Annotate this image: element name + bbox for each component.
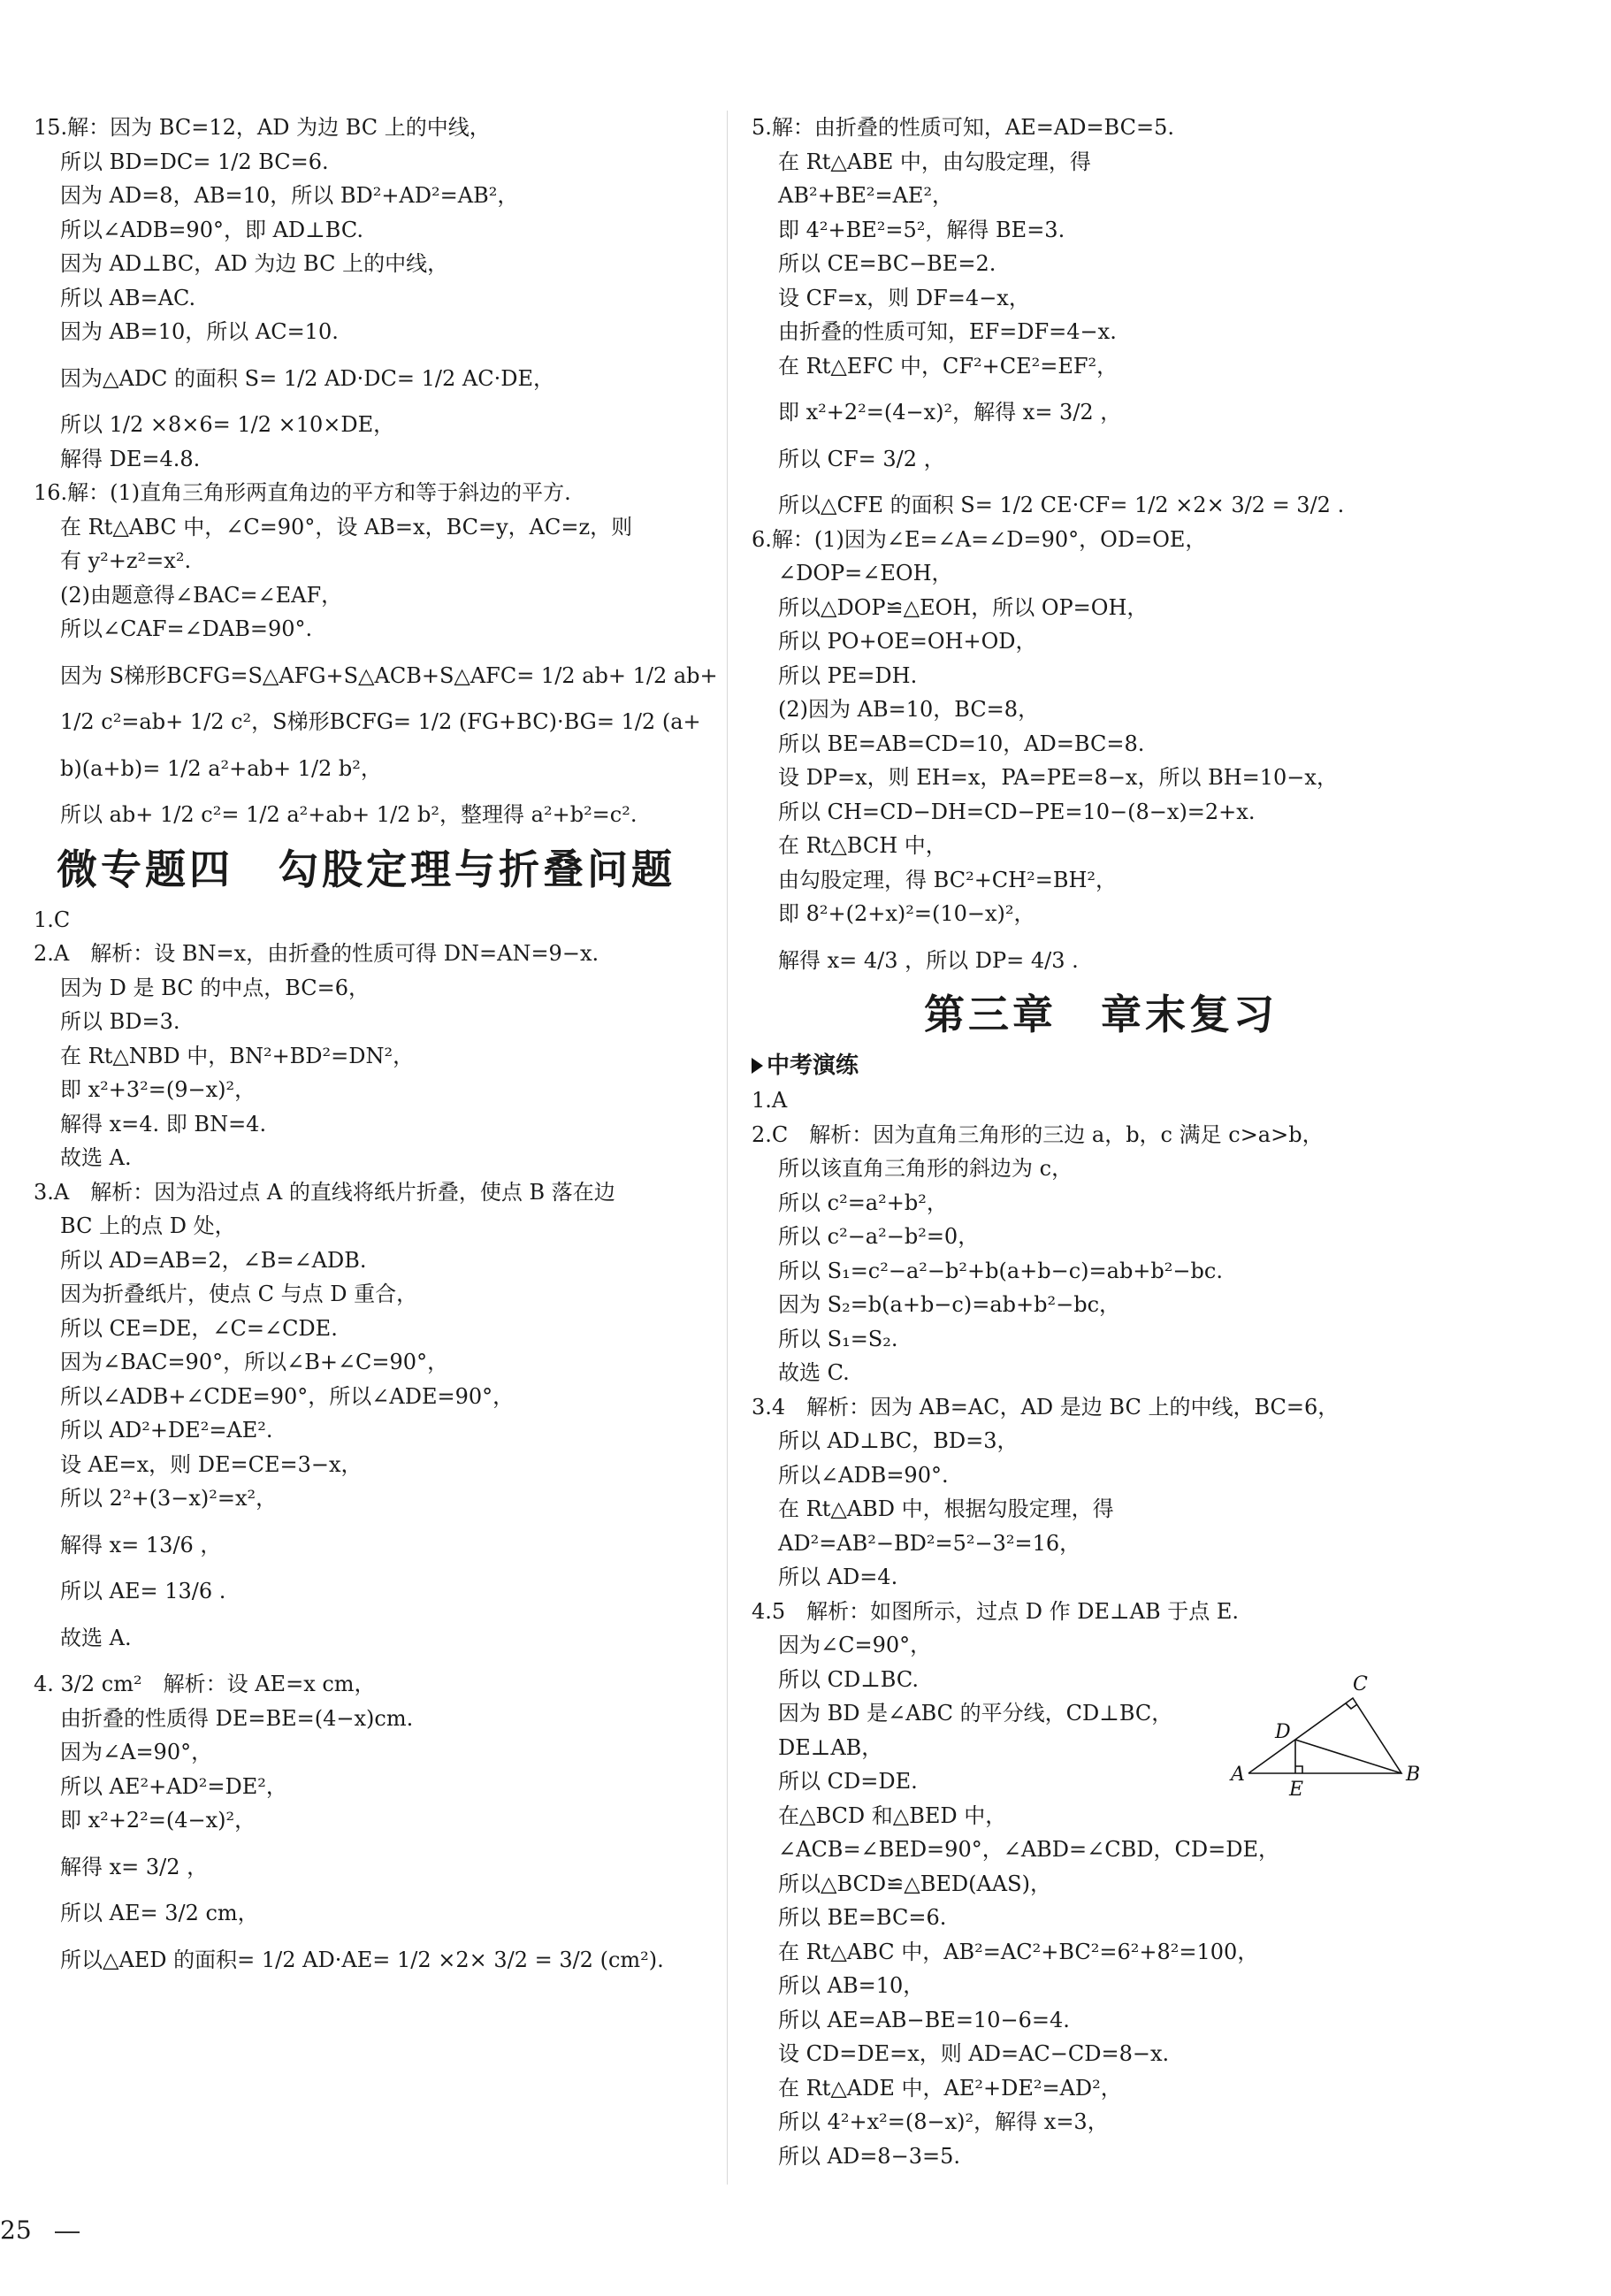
text-line [34,281,706,316]
spacer [34,1931,706,1943]
line-text: 所以∠ADB+∠CDE=90°，所以∠ADE=90°， [60,1383,515,1409]
spacer [34,785,706,798]
spacer [752,383,1450,395]
line-text: 在 Rt△BCH 中， [778,833,947,858]
line-text: 15.解：因为 BC=12，AD 为边 BC 上的中线， [34,115,491,140]
line-text: (2)由题意得∠BAC=∠EAF， [60,582,343,608]
line-text: 所以 AD²+DE²=AE². [60,1418,273,1443]
text-line [34,1413,706,1448]
line-text: 1.A [752,1088,788,1113]
text-line [34,1574,706,1609]
text-line [752,2139,1450,2174]
line-text: 所以∠ADB=90°. [778,1462,949,1488]
line-text: 所以 AD=AB=2，∠B=∠ADB. [60,1247,367,1273]
text-line [34,1209,706,1244]
label-c: C [1353,1673,1368,1695]
line-text: 即 x²+3²=(9−x)²， [60,1077,256,1102]
text-line [752,523,1450,557]
text-line [34,1702,706,1736]
text-line [752,1969,1450,2003]
text-line [34,1039,706,1074]
line-text: 所以 CE=BC−BE=2. [778,251,996,276]
text-line [752,795,1450,830]
line-text: 所以 BD=3. [60,1009,180,1034]
text-line [34,1770,706,1804]
line-text: 所以 AE= 3/2 cm， [60,1901,259,1925]
text-line [34,476,706,510]
text-line [752,944,1450,978]
line-text: 16.解：(1)直角三角形两直角边的平方和等于斜边的平方. [34,480,571,505]
line-text: 5.解：由折叠的性质可知，AE=AD=BC=5. [752,115,1174,140]
line-text: 解得 x= 13/6 ， [60,1532,222,1557]
column-divider [727,111,728,2185]
line-text: 因为折叠纸片，使点 C 与点 D 重合， [60,1282,418,1306]
line-text: 因为 S₂=b(a+b−c)=ab+b²−bc， [778,1292,1121,1317]
text-line [752,727,1450,762]
text-line [34,544,706,578]
text-line [752,315,1450,349]
line-text: 所以该直角三角形的斜边为 c， [778,1156,1073,1181]
text-line [752,1595,1450,1629]
text-line [34,362,706,396]
text-line [752,2037,1450,2071]
text-line [752,281,1450,316]
line-text: 即 4²+BE²=5²，解得 BE=3. [778,217,1065,242]
line-text: 所以 AD⊥BC，BD=3， [778,1428,1019,1453]
line-text: 因为 D 是 BC 的中点，BC=6， [60,975,370,1000]
line-text: 故选 A. [60,1145,132,1170]
text-line [752,1356,1450,1390]
line-text: 故选 C. [778,1360,850,1385]
line-text: 所以 2²+(3−x)²=x²， [60,1486,278,1511]
text-line [34,1175,706,1210]
line-text: 所以∠CAF=∠DAB=90°. [60,616,313,641]
line-text: 解得 x=4. 即 BN=4. [60,1111,267,1137]
line-text: 2.A 解析：设 BN=x，由折叠的性质可得 DN=AN=9−x. [34,941,599,966]
text-line [34,1345,706,1380]
text-line [752,693,1450,727]
text-line [752,442,1450,477]
text-line [34,903,706,938]
text-line [752,1424,1450,1458]
line-text: 在 Rt△ABD 中，根据勾股定理，得 [778,1496,1114,1521]
spacer [34,1562,706,1574]
page-number: 25 [0,2216,32,2245]
text-line [752,624,1450,659]
text-line [34,705,706,739]
line-text: 1/2 c²=ab+ 1/2 c²，S梯形BCFG= 1/2 (FG+BC)·BG= 1/2 (a+ [60,709,701,734]
line-text: 所以△CFE 的面积 S= 1/2 CE·CF= 1/2 ×2× 3/2 = 3/2 . [778,493,1345,517]
spacer [34,1838,706,1850]
line-text: 因为∠A=90°， [60,1740,213,1764]
right-angle-e [1295,1766,1302,1773]
line-text: 所以∠ADB=90°，即 AD⊥BC. [60,217,363,242]
line-text: 即 x²+2²=(4−x)²， [60,1808,256,1833]
text-line [752,247,1450,281]
line-text: 6.解：(1)因为∠E=∠A=∠D=90°，OD=OE， [752,526,1207,552]
text-line [34,408,706,442]
line-text: 所以 ab+ 1/2 c²= 1/2 a²+ab+ 1/2 b²，整理得 a²+b²=c². [60,802,638,827]
line-text: 设 CD=DE=x，则 AD=AC−CD=8−x. [778,2041,1170,2066]
text-line [34,1244,706,1278]
line-text: ∠ACB=∠BED=90°，∠ABD=∠CBD，CD=DE， [778,1837,1279,1862]
line-text: 在 Rt△EFC 中，CF²+CE²=EF²， [778,353,1119,379]
line-text: 所以 BE=BC=6. [778,1905,947,1930]
line-text: 因为∠BAC=90°，所以∠B+∠C=90°， [60,1350,449,1374]
line-text: 因为 BD 是∠ABC 的平分线，CD⊥BC， [778,1701,1173,1726]
line-text: 1.C [34,907,71,932]
line-text: 解得 x= 4/3 ，所以 DP= 4/3 . [778,947,1079,973]
line-text: 由折叠的性质可知，EF=DF=4−x. [778,319,1117,344]
text-line [752,897,1450,931]
text-line [752,1220,1450,1254]
line-text: BC 上的点 D 处， [60,1213,236,1238]
line-text: 所以 AD=4. [778,1565,898,1589]
line-text: 在△BCD 和△BED 中， [778,1802,1007,1828]
line-text: 由勾股定理，得 BC²+CH²=BH²， [778,867,1118,892]
text-line [34,1107,706,1142]
spacer [34,1516,706,1528]
line-text: (2)因为 AB=10，BC=8， [778,697,1040,722]
line-text: 所以 c²=a²+b²， [778,1190,948,1215]
line-text: 在 Rt△ADE 中，AE²+DE²=AD²， [778,2075,1122,2101]
text-line [34,247,706,281]
text-line [34,937,706,971]
spacer [752,931,1450,944]
line-text: 即 x²+2²=(4−x)²，解得 x= 3/2 ， [778,400,1122,425]
text-line [752,1901,1450,1935]
line-text: 因为 S梯形BCFG=S△AFG+S△ACB+S△AFC= 1/2 ab+ 1/2 ab+ [60,662,718,688]
label-a: A [1231,1764,1245,1786]
text-line [34,1850,706,1885]
label-d: D [1275,1721,1291,1743]
spacer [752,430,1450,442]
text-line [34,659,718,693]
left-column [34,111,718,1977]
text-line [34,1448,706,1482]
line-text: 所以 c²−a²−b²=0， [778,1224,980,1249]
text-line [752,761,1450,795]
text-line [34,1528,706,1563]
line-text: 中考演练 [767,1052,859,1079]
text-line [752,1867,1450,1902]
line-text: 设 DP=x，则 EH=x，PA=PE=8−x，所以 BH=10−x， [778,765,1338,790]
line-text: 4.5 解析：如图所示，过点 D 作 DE⊥AB 于点 E. [752,1598,1240,1624]
text-line [752,1527,1450,1561]
text-line [752,1288,1450,1322]
text-line [752,488,1450,523]
line-text: 所以 S₁=S₂. [778,1326,898,1351]
spacer [752,476,1450,488]
section-heading [57,841,706,898]
line-text: 所以 CF= 3/2 ， [778,446,945,471]
text-line [752,863,1450,898]
text-line [752,1628,1450,1663]
play-triangle-icon [752,1058,763,1074]
text-line [34,442,706,477]
line-text: DE⊥AB， [778,1734,883,1760]
line-text: 所以 AD=8−3=5. [778,2143,960,2169]
subsection-heading [752,1048,1450,1083]
triangle-abc [1248,1698,1401,1773]
text-line [34,971,706,1006]
line-text: 2.C 解析：因为直角三角形的三边 a，b，c 满足 c>a>b， [752,1121,1324,1147]
text-line [752,1083,1450,1118]
text-line [34,1896,706,1931]
line-text: 3.4 解析：因为 AB=AC，AD 是边 BC 上的中线，BC=6， [752,1394,1340,1420]
line-text: 所以 AE=AB−BE=10−6=4. [778,2007,1070,2032]
line-text: 所以△DOP≌△EOH，所以 OP=OH， [778,594,1149,620]
line-text: 微专题四 勾股定理与折叠问题 [57,845,676,893]
line-text: 所以 AE= 13/6 . [60,1579,226,1603]
text-line [752,1458,1450,1493]
text-line [34,315,706,349]
line-text: 设 AE=x，则 DE=CE=3−x， [60,1451,363,1477]
text-line [752,1492,1450,1527]
line-text: 所以 PE=DH. [778,662,918,688]
text-line [752,1560,1450,1595]
text-line [34,145,706,180]
text-line [752,349,1450,384]
text-line [34,213,706,248]
line-text: 有 y²+z²=x². [60,548,192,573]
line-text: 因为 AB=10，所以 AC=10. [60,319,339,344]
spacer [34,1884,706,1896]
line-text: 所以 AB=AC. [60,285,196,310]
text-line [34,1277,706,1312]
text-line [34,179,706,213]
text-line [752,1254,1450,1289]
text-line [752,2071,1450,2106]
line-text: 设 CF=x，则 DF=4−x， [778,285,1030,310]
text-line [752,213,1450,248]
line-text: 因为∠C=90°， [778,1633,932,1657]
text-line [752,829,1450,863]
line-text: 所以 BD=DC= 1/2 BC=6. [60,149,329,174]
text-line [34,612,706,647]
line-text: 解得 x= 3/2 ， [60,1854,209,1879]
text-line [34,1481,706,1516]
spacer [34,647,706,659]
text-line [752,2105,1450,2139]
label-b: B [1406,1764,1421,1786]
text-line [34,510,706,545]
section-heading [752,986,1450,1043]
line-text: 所以 CE=DE，∠C=∠CDE. [60,1315,338,1341]
line-text: ∠DOP=∠EOH， [778,561,953,585]
line-text: 所以 PO+OE=OH+OD， [778,629,1037,654]
line-text: 所以 CD=DE. [778,1769,918,1794]
text-line [752,1186,1450,1221]
text-line [752,1118,1450,1152]
page-number-dash [55,2231,80,2233]
line-text: 所以△AED 的面积= 1/2 AD·AE= 1/2 ×2× 3/2 = 3/2 (cm²). [60,1947,664,1972]
line-text: 即 8²+(2+x)²=(10−x)²， [778,901,1035,926]
line-text: 解得 DE=4.8. [60,446,201,471]
text-line [752,1390,1450,1425]
line-text: 所以 4²+x²=(8−x)²，解得 x=3， [778,2109,1109,2134]
line-text: 所以 BE=AB=CD=10，AD=BC=8. [778,731,1145,756]
text-line [34,798,706,832]
spacer [34,395,706,408]
text-line [34,1943,706,1978]
line-text: 在 Rt△ABC 中，AB²=AC²+BC²=6²+8²=100， [778,1939,1259,1964]
line-text: AD²=AB²−BD²=5²−3²=16， [778,1530,1081,1556]
line-text: 在 Rt△ABC 中，∠C=90°，设 AB=x，BC=y，AC=z，则 [60,514,633,540]
text-line [752,145,1450,180]
line-text: 所以 CD⊥BC. [778,1666,920,1692]
line-text: 所以 1/2 ×8×6= 1/2 ×10×DE， [60,412,395,437]
text-line [752,395,1450,430]
text-line [752,659,1450,693]
line-text: 因为△ADC 的面积 S= 1/2 AD·DC= 1/2 AC·DE， [60,365,554,391]
line-text: 由折叠的性质得 DE=BE=(4−x)cm. [60,1705,414,1731]
text-line [752,591,1450,625]
text-line [34,111,706,145]
line-text: 所以 S₁=c²−a²−b²+b(a+b−c)=ab+b²−bc. [778,1258,1223,1283]
line-text: 因为 AD⊥BC，AD 为边 BC 上的中线， [60,251,449,276]
segment-bd [1295,1740,1401,1773]
label-e: E [1289,1779,1304,1800]
text-line [34,1005,706,1039]
spacer [34,349,706,362]
text-line [752,556,1450,591]
text-line [34,1141,706,1175]
text-line [34,1621,706,1656]
text-line [752,1152,1450,1186]
text-line [752,1935,1450,1970]
line-text: b)(a+b)= 1/2 a²+ab+ 1/2 b²， [60,755,382,781]
line-text: 所以 AE²+AD²=DE²， [60,1773,287,1799]
spacer [34,1655,706,1667]
line-text: 故选 A. [60,1625,132,1650]
text-line [752,1833,1450,1867]
triangle-figure [1229,1667,1424,1800]
spacer [34,739,706,752]
line-text: AB²+BE²=AE²， [778,183,954,208]
line-text: 在 Rt△NBD 中，BN²+BD²=DN²， [60,1043,415,1068]
line-text: 所以 AB=10， [778,1973,925,1998]
right-column [752,111,1450,2173]
line-text: 3.A 解析：因为沿过点 A 的直线将纸片折叠，使点 B 落在边 [34,1179,615,1205]
text-line [34,578,706,613]
line-text: 所以△BCD≌△BED(AAS)， [778,1871,1051,1896]
text-line [752,1799,1450,1833]
text-line [752,111,1450,145]
text-line [34,1380,706,1414]
text-line [34,1073,706,1107]
line-text: 第三章 章末复习 [924,991,1278,1038]
text-line [752,1322,1450,1357]
text-line [34,1735,706,1770]
text-line [34,1667,706,1702]
line-text: 4. 3/2 cm² 解析：设 AE=x cm， [34,1672,376,1696]
line-text: 因为 AD=8，AB=10，所以 BD²+AD²=AB²， [60,183,519,208]
line-text: 所以 CH=CD−DH=CD−PE=10−(8−x)=2+x. [778,799,1256,824]
line-text: 在 Rt△ABE 中，由勾股定理，得 [778,149,1091,174]
right-angle-c [1346,1703,1357,1709]
spacer [34,693,706,705]
text-line [752,179,1450,213]
text-line [34,752,706,786]
text-line [34,1803,706,1838]
text-line [752,2003,1450,2038]
spacer [34,1609,706,1621]
text-line [34,1312,706,1346]
